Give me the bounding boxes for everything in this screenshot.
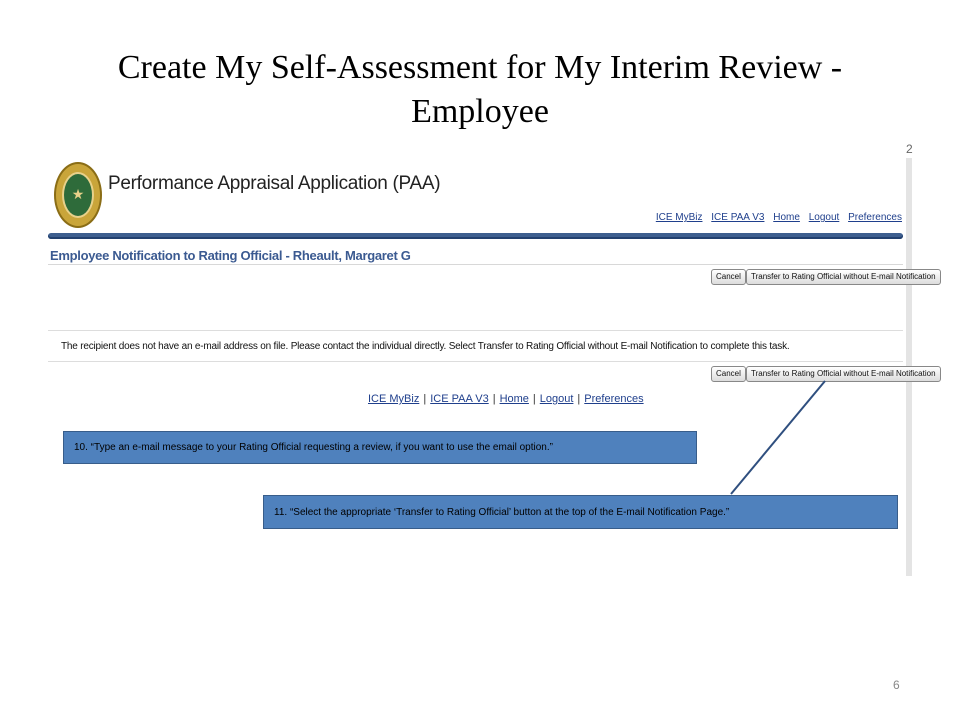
page-heading: Employee Notification to Rating Official - Rheault, Margaret G xyxy=(50,248,411,263)
top-link-logout[interactable]: Logout xyxy=(808,212,840,223)
footer-link-home[interactable]: Home xyxy=(499,393,529,405)
message-top-divider xyxy=(48,330,903,331)
logo-star-icon: ★ xyxy=(71,186,85,202)
footer-separator: | xyxy=(423,393,427,405)
no-email-message: The recipient does not have an e-mail address on file. Please contact the individual directly. Select Transfer to Rating Official without E-mail Notification to complete this task. xyxy=(61,341,790,352)
footer-nav-links xyxy=(368,393,644,405)
top-nav-links xyxy=(650,212,902,223)
callout-step-10-text: 10. “Type an e-mail message to your Rating Official requesting a review, if you want to use the email option.” xyxy=(74,442,553,453)
footer-link-preferences[interactable]: Preferences xyxy=(584,393,644,405)
callout-step-11-text: 11. “Select the appropriate ‘Transfer to Rating Official’ button at the top of the E-mail Notification Page.” xyxy=(274,506,730,518)
logo-eagle-emblem xyxy=(62,172,94,218)
header-divider xyxy=(48,233,903,239)
callout-step-11 xyxy=(263,495,898,529)
footer-separator: | xyxy=(492,393,496,405)
footer-separator: | xyxy=(532,393,536,405)
footer-link-ice-paa-v3[interactable]: ICE PAA V3 xyxy=(430,393,489,405)
slide-title xyxy=(60,46,900,134)
top-link-preferences[interactable]: Preferences xyxy=(848,212,902,223)
national-guard-bureau-logo-icon xyxy=(54,162,102,228)
transfer-button-top[interactable]: Transfer to Rating Official without E-mail Notification xyxy=(746,269,941,285)
callout-step-10 xyxy=(63,431,697,464)
heading-divider xyxy=(48,264,903,265)
slide-page-number: 6 xyxy=(893,678,900,692)
footer-link-logout[interactable]: Logout xyxy=(539,393,574,405)
transfer-button-bottom[interactable]: Transfer to Rating Official without E-mail Notification xyxy=(746,366,941,382)
top-link-ice-paa-v3[interactable]: ICE PAA V3 xyxy=(711,212,765,223)
app-title: Performance Appraisal Application (PAA) xyxy=(108,173,441,194)
message-bottom-divider xyxy=(48,361,903,362)
footer-link-ice-mybiz[interactable]: ICE MyBiz xyxy=(368,393,420,405)
top-link-home[interactable]: Home xyxy=(773,212,800,223)
cancel-button-top[interactable]: Cancel xyxy=(711,269,746,285)
footer-separator: | xyxy=(577,393,581,405)
slide-title-line-1: Create My Self-Assessment for My Interim Review - xyxy=(117,49,843,86)
top-link-ice-mybiz[interactable]: ICE MyBiz xyxy=(655,212,703,223)
slide-title-line-2: Employee xyxy=(411,93,549,130)
screenshot-corner-mark: 2 xyxy=(906,142,913,156)
cancel-button-bottom[interactable]: Cancel xyxy=(711,366,746,382)
